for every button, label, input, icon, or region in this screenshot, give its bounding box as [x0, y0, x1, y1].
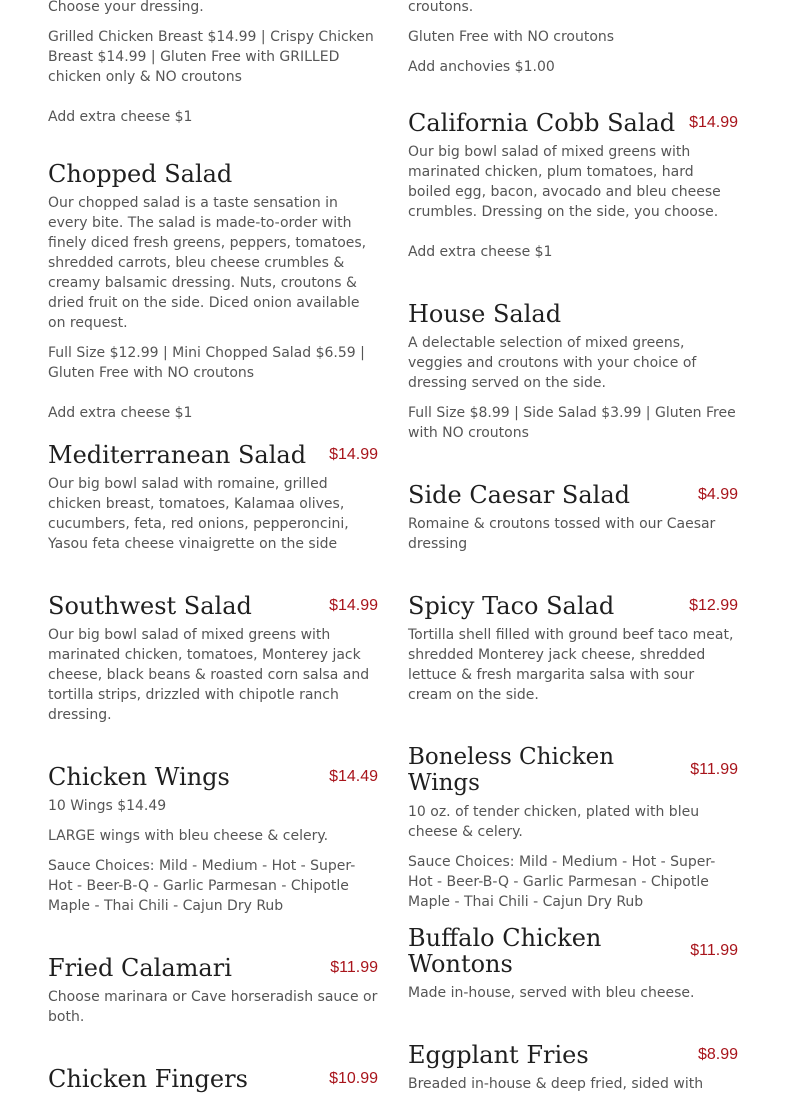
item-name: Side Caesar Salad	[408, 481, 631, 509]
item-name: Chicken Wings	[48, 763, 230, 791]
item-description: Romaine & croutons tossed with our Caesar dressing	[408, 516, 716, 552]
protein-options-text: Grilled Chicken Breast $14.99 | Crispy Chicken Breast $14.99 | Gluten Free with GRILLED chicken only & NO croutons	[48, 29, 374, 85]
gluten-free-text: Gluten Free with NO croutons	[408, 29, 615, 45]
item-price: $14.99	[689, 114, 738, 131]
item-description: Our big bowl salad of mixed greens with marinated chicken, plum tomatoes, hard boiled egg, bacon, avocado and bleu cheese crumbles. Dressing on the side, you choose.	[408, 144, 721, 220]
item-extra: Add extra cheese $1	[48, 405, 193, 421]
item-count: 10 Wings $14.49	[48, 798, 167, 814]
menu-item-buffalo-chicken-wontons	[408, 925, 738, 1013]
menu-item-side-caesar-salad	[408, 482, 738, 564]
menu-item-chicken-fingers	[48, 1066, 378, 1092]
item-name: Mediterranean Salad	[48, 441, 307, 469]
item-description: A delectable selection of mixed greens, veggies and croutons with your choice of dressing served on the side.	[408, 335, 697, 391]
item-name: Eggplant Fries	[408, 1041, 589, 1069]
item-extra: Add extra cheese $1	[408, 244, 553, 260]
anchovies-text: Add anchovies $1.00	[408, 59, 555, 75]
item-note: LARGE wings with bleu cheese & celery.	[48, 828, 329, 844]
menu-item-california-cobb-salad	[408, 110, 738, 272]
item-description: Breaded in-house & deep fried, sided with	[408, 1076, 704, 1092]
item-name: House Salad	[408, 300, 562, 328]
item-sizes: Full Size $8.99 | Side Salad $3.99 | Gluten Free with NO croutons	[408, 405, 736, 441]
menu-item-chicken-wings	[48, 764, 378, 926]
item-price: $14.99	[329, 446, 378, 463]
item-name: Southwest Salad	[48, 592, 252, 620]
menu-item-boneless-chicken-wings	[408, 744, 738, 922]
item-description: Our chopped salad is a taste sensation in every bite. The salad is made-to-order with finely diced fresh greens, peppers, tomatoes, shredded carrots, bleu cheese crumbles & creamy balsamic dressing. Nuts, croutons & dried fruit on the side. Diced onion available on request.	[48, 195, 367, 331]
salad-continued	[408, 0, 738, 87]
item-description: Our big bowl salad with romaine, grilled chicken breast, tomatoes, Kalamaa olives, cucumbers, feta, red onions, pepperoncini, Yasou feta cheese vinaigrette on the side	[48, 476, 349, 552]
item-sauces: Sauce Choices: Mild - Medium - Hot - Super-Hot - Beer-B-Q - Garlic Parmesan - Chipotle Maple - Thai Chili - Cajun Dry Rub	[408, 854, 716, 910]
caesar-salad-continued	[48, 0, 378, 137]
croutons-text: croutons.	[408, 0, 474, 15]
item-description: Made in-house, served with bleu cheese.	[408, 985, 695, 1001]
item-description: 10 oz. of tender chicken, plated with bleu cheese & celery.	[408, 804, 700, 840]
item-name: Spicy Taco Salad	[408, 592, 615, 620]
item-price: $11.99	[690, 942, 738, 959]
item-price: $14.49	[329, 768, 378, 785]
item-price: $10.99	[329, 1070, 378, 1087]
item-name: Buffalo Chicken Wontons	[408, 924, 602, 978]
item-description: Tortilla shell filled with ground beef taco meat, shredded Monterey jack cheese, shredded lettuce & fresh margarita salsa with sour cream on the side.	[408, 627, 734, 703]
item-name: Chicken Fingers	[48, 1065, 248, 1093]
menu-item-fried-calamari	[48, 955, 378, 1037]
item-name: Boneless Chicken Wings	[408, 744, 615, 796]
item-description: Choose marinara or Cave horseradish sauce or both.	[48, 989, 378, 1025]
menu-item-chopped-salad	[48, 161, 378, 433]
item-sauces: Sauce Choices: Mild - Medium - Hot - Super-Hot - Beer-B-Q - Garlic Parmesan - Chipotle Maple - Thai Chili - Cajun Dry Rub	[48, 858, 356, 914]
extra-cheese-text: Add extra cheese $1	[48, 109, 193, 125]
item-price: $11.99	[330, 959, 378, 976]
item-price: $11.99	[690, 761, 738, 778]
menu-item-house-salad	[408, 301, 738, 453]
item-name: Fried Calamari	[48, 954, 232, 982]
item-description: Our big bowl salad of mixed greens with marinated chicken, tomatoes, Monterey jack cheese, black beans & roasted corn salsa and tortilla strips, drizzled with chipotle ranch dressing.	[48, 627, 370, 723]
item-price: $14.99	[329, 597, 378, 614]
menu-item-eggplant-fries	[408, 1042, 738, 1104]
item-price: $12.99	[689, 597, 738, 614]
item-name: California Cobb Salad	[408, 109, 676, 137]
item-price: $8.99	[697, 1046, 738, 1063]
dressing-choice-text: Choose your dressing.	[48, 0, 204, 15]
menu-item-southwest-salad	[48, 593, 378, 735]
item-name: Chopped Salad	[48, 160, 233, 188]
menu-item-spicy-taco-salad	[408, 593, 738, 715]
menu-item-mediterranean-salad	[48, 442, 378, 564]
item-sizes: Full Size $12.99 | Mini Chopped Salad $6.59 | Gluten Free with NO croutons	[48, 345, 365, 381]
item-price: $4.99	[697, 486, 738, 503]
